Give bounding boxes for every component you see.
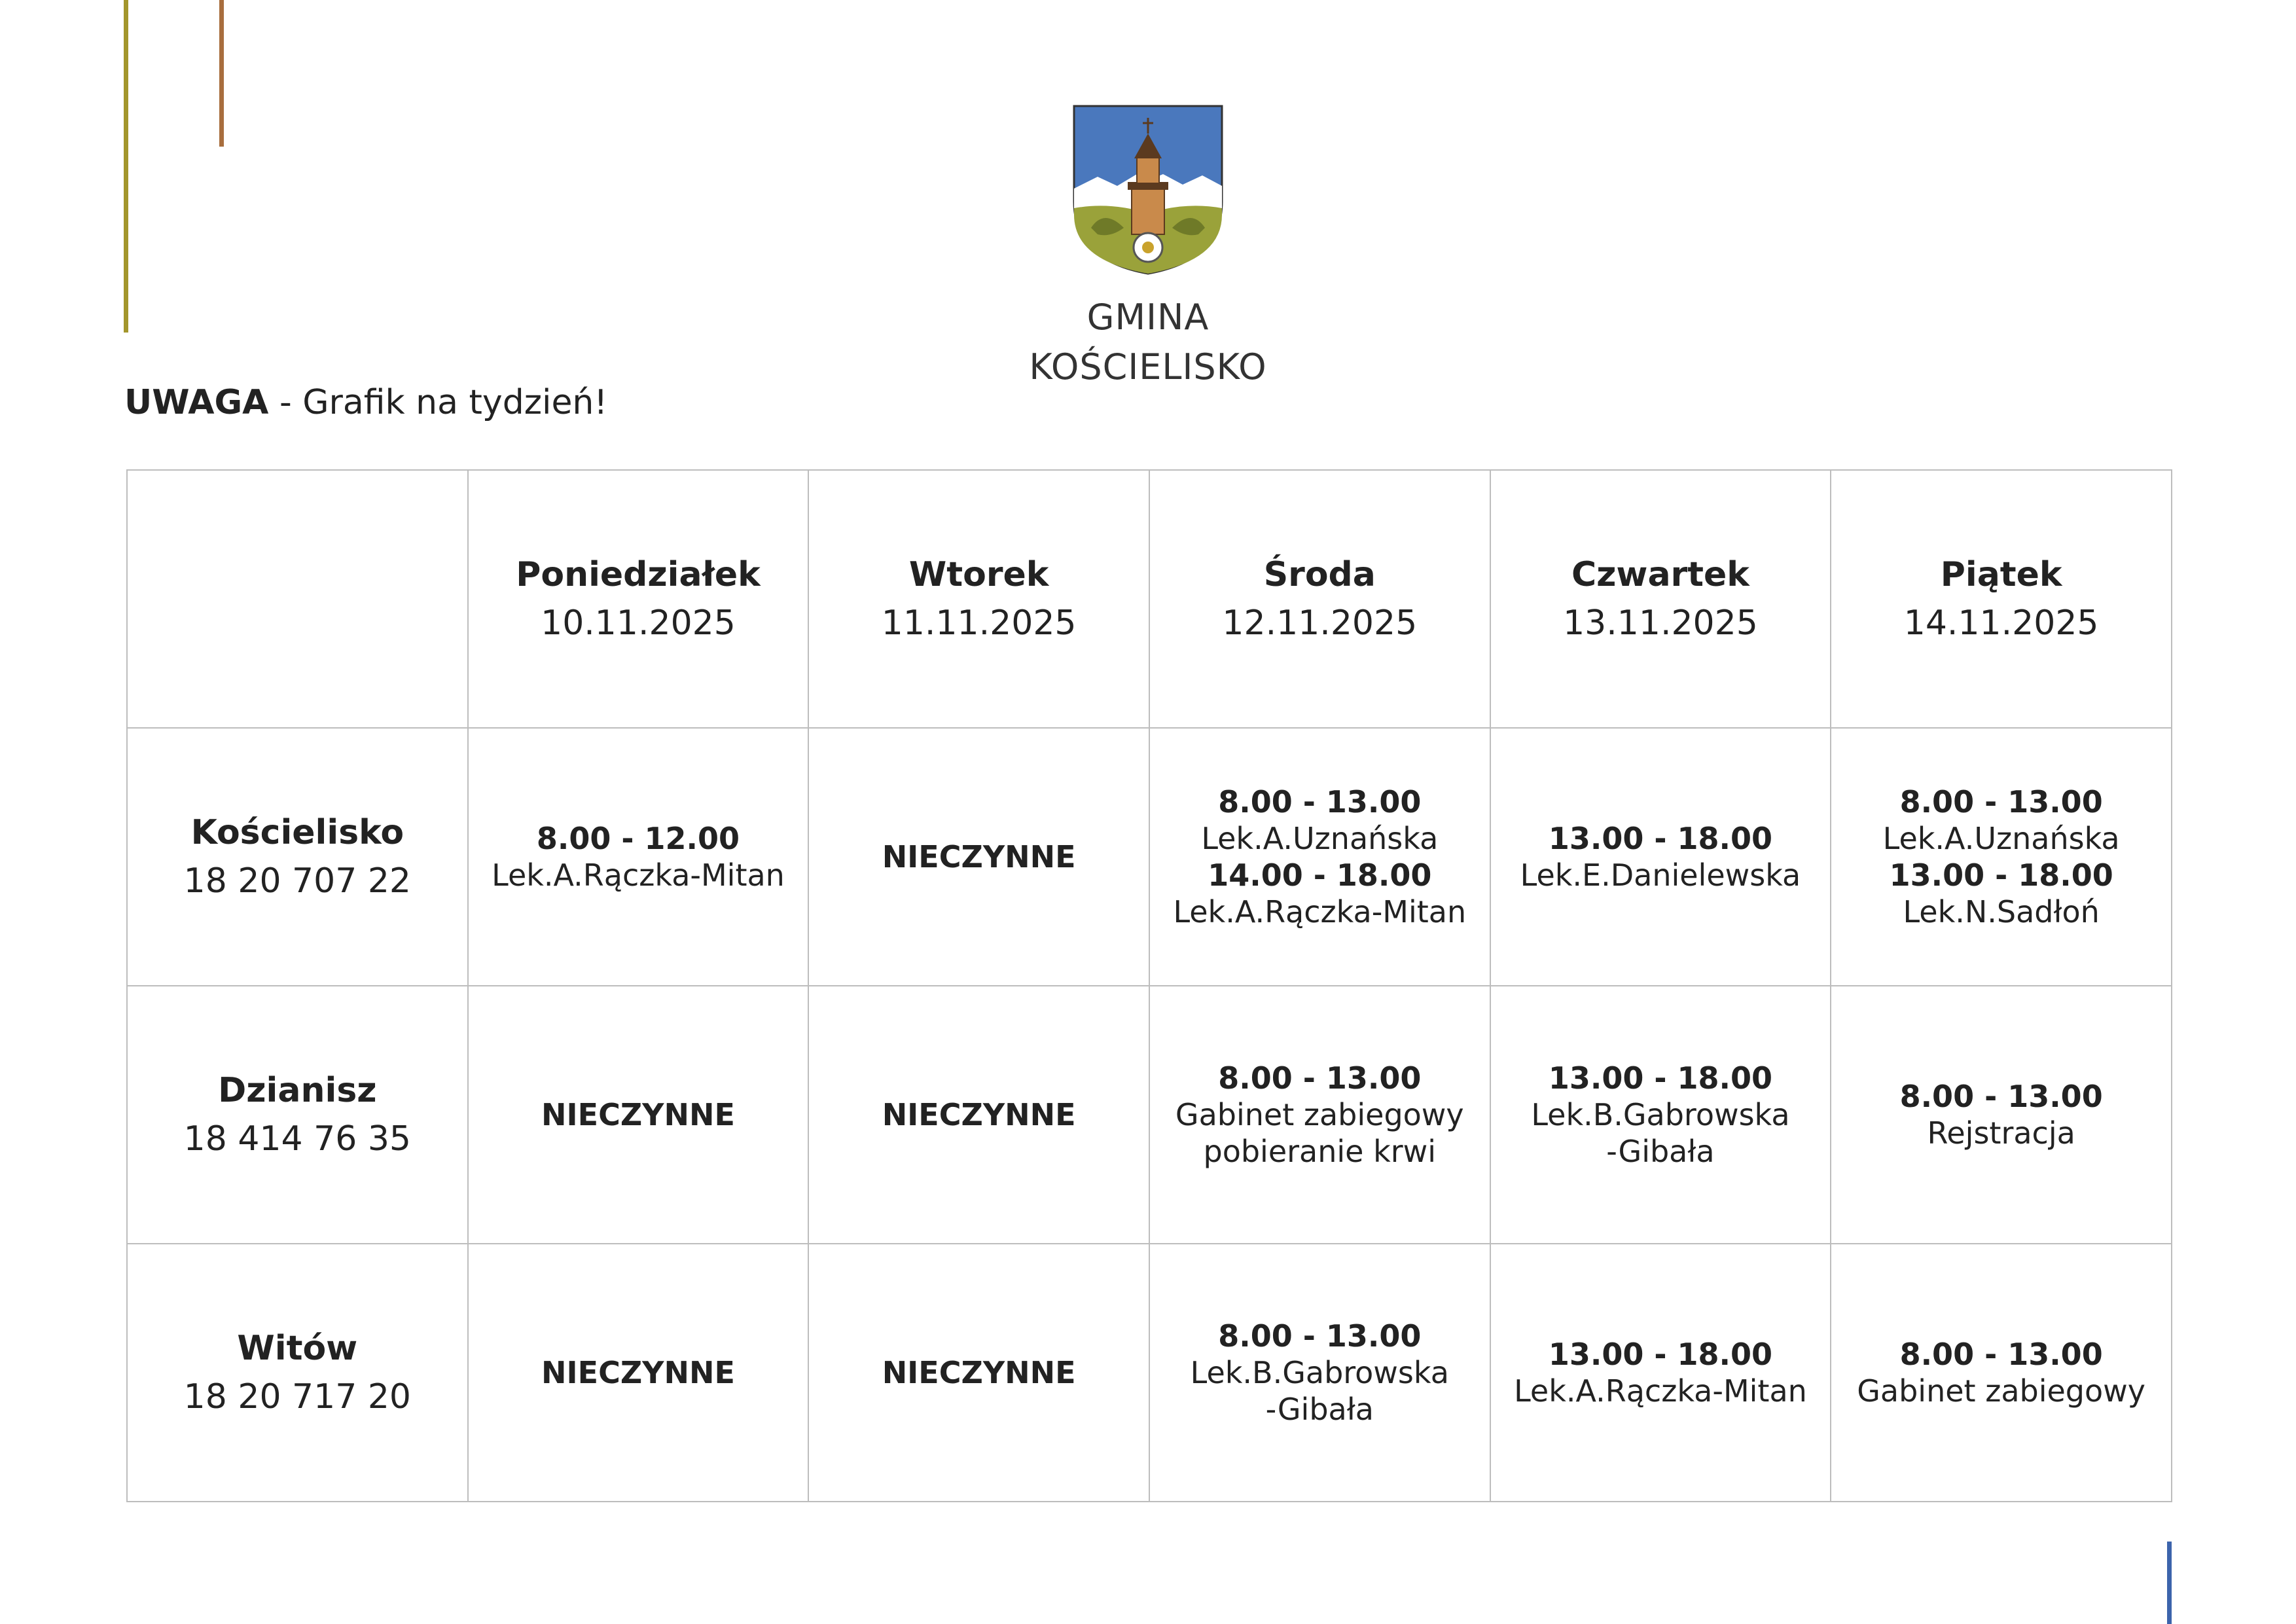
accent-line-blue — [2167, 1542, 2172, 1624]
slot-detail: Lek.A.Uznańska — [1201, 821, 1439, 856]
accent-line-olive — [124, 0, 128, 333]
day-name: Poniedziałek — [516, 555, 761, 594]
day-date: 11.11.2025 — [881, 604, 1077, 643]
day-header — [468, 470, 809, 728]
closed-label: NIECZYNNE — [882, 1355, 1076, 1390]
schedule-cell — [1490, 986, 1831, 1244]
slot-detail: Gabinet zabiegowy — [1175, 1097, 1464, 1132]
closed-label: NIECZYNNE — [541, 1097, 735, 1132]
slot-detail: pobieranie krwi — [1203, 1134, 1437, 1169]
schedule-cell — [468, 986, 809, 1244]
closed-label: NIECZYNNE — [882, 839, 1076, 875]
table-row — [127, 986, 2172, 1244]
location-cell — [127, 986, 468, 1244]
slot-detail: Rejstracja — [1927, 1115, 2075, 1151]
day-date: 13.11.2025 — [1563, 604, 1758, 643]
slot-detail: Lek.A.Rączka-Mitan — [492, 857, 785, 893]
slot-detail: Lek.A.Rączka-Mitan — [1173, 894, 1467, 929]
coat-of-arms-emblem — [1071, 103, 1225, 276]
schedule-cell — [1149, 1244, 1490, 1502]
slot-hours: 8.00 - 12.00 — [536, 821, 740, 856]
municipality-line-1: GMINA — [1086, 297, 1210, 338]
location-name: Witów — [237, 1329, 358, 1368]
slot-detail: Lek.N.Sadłoń — [1903, 894, 2100, 929]
schedule-cell — [808, 986, 1149, 1244]
day-date: 10.11.2025 — [541, 604, 736, 643]
table-row — [127, 1244, 2172, 1502]
slot-hours: 8.00 - 13.00 — [1218, 1318, 1422, 1354]
slot-detail: Lek.A.Uznańska — [1882, 821, 2120, 856]
weekly-notice — [124, 383, 607, 422]
day-header — [1490, 470, 1831, 728]
closed-label: NIECZYNNE — [541, 1355, 735, 1390]
schedule-cell — [1490, 1244, 1831, 1502]
location-phone: 18 414 76 35 — [183, 1119, 411, 1159]
schedule-cell — [1149, 986, 1490, 1244]
day-date: 12.11.2025 — [1222, 604, 1418, 643]
slot-hours: 13.00 - 18.00 — [1548, 1337, 1773, 1372]
table-row — [127, 728, 2172, 986]
location-name: Kościelisko — [190, 813, 404, 852]
slot-hours: 8.00 - 13.00 — [1218, 784, 1422, 820]
notice-label: UWAGA — [124, 383, 269, 422]
municipality-line-2: KOŚCIELISKO — [1029, 346, 1267, 388]
weekly-schedule-table — [126, 469, 2172, 1502]
slot-hours: 8.00 - 13.00 — [1899, 1337, 2103, 1372]
slot-hours: 13.00 - 18.00 — [1548, 1060, 1773, 1096]
day-header — [1149, 470, 1490, 728]
slot-hours: 13.00 - 18.00 — [1889, 857, 2113, 893]
slot-detail: Lek.B.Gabrowska — [1531, 1097, 1790, 1132]
accent-line-brown — [219, 0, 224, 147]
schedule-cell — [808, 728, 1149, 986]
slot-hours: 13.00 - 18.00 — [1548, 821, 1773, 856]
schedule-cell — [1831, 986, 2172, 1244]
slot-detail: Lek.E.Danielewska — [1520, 857, 1801, 893]
closed-label: NIECZYNNE — [882, 1097, 1076, 1132]
day-name: Czwartek — [1571, 555, 1749, 594]
schedule-cell — [468, 1244, 809, 1502]
location-phone: 18 20 707 22 — [183, 861, 411, 901]
corner-cell — [127, 470, 468, 728]
slot-detail: -Gibała — [1265, 1392, 1374, 1427]
schedule-cell — [1490, 728, 1831, 986]
slot-hours: 8.00 - 13.00 — [1899, 1079, 2103, 1114]
slot-hours: 8.00 - 13.00 — [1899, 784, 2103, 820]
slot-detail: Lek.A.Rączka-Mitan — [1514, 1373, 1807, 1409]
schedule-cell — [468, 728, 809, 986]
day-name: Wtorek — [908, 555, 1049, 594]
day-name: Środa — [1263, 555, 1376, 594]
slot-detail: Lek.B.Gabrowska — [1190, 1355, 1449, 1390]
schedule-cell — [1149, 728, 1490, 986]
day-name: Piątek — [1940, 555, 2062, 594]
schedule-cell — [1831, 1244, 2172, 1502]
schedule-cell — [1831, 728, 2172, 986]
slot-hours: 14.00 - 18.00 — [1208, 857, 1432, 893]
municipality-name — [952, 293, 1344, 392]
location-cell — [127, 728, 468, 986]
location-phone: 18 20 717 20 — [183, 1377, 411, 1416]
day-date: 14.11.2025 — [1903, 604, 2099, 643]
location-name: Dzianisz — [218, 1071, 377, 1110]
notice-text: - Grafik na tydzień! — [268, 383, 608, 422]
slot-hours: 8.00 - 13.00 — [1218, 1060, 1422, 1096]
slot-detail: -Gibała — [1606, 1134, 1715, 1169]
location-cell — [127, 1244, 468, 1502]
table-header-row — [127, 470, 2172, 728]
slot-detail: Gabinet zabiegowy — [1857, 1373, 2145, 1409]
day-header — [1831, 470, 2172, 728]
schedule-cell — [808, 1244, 1149, 1502]
day-header — [808, 470, 1149, 728]
